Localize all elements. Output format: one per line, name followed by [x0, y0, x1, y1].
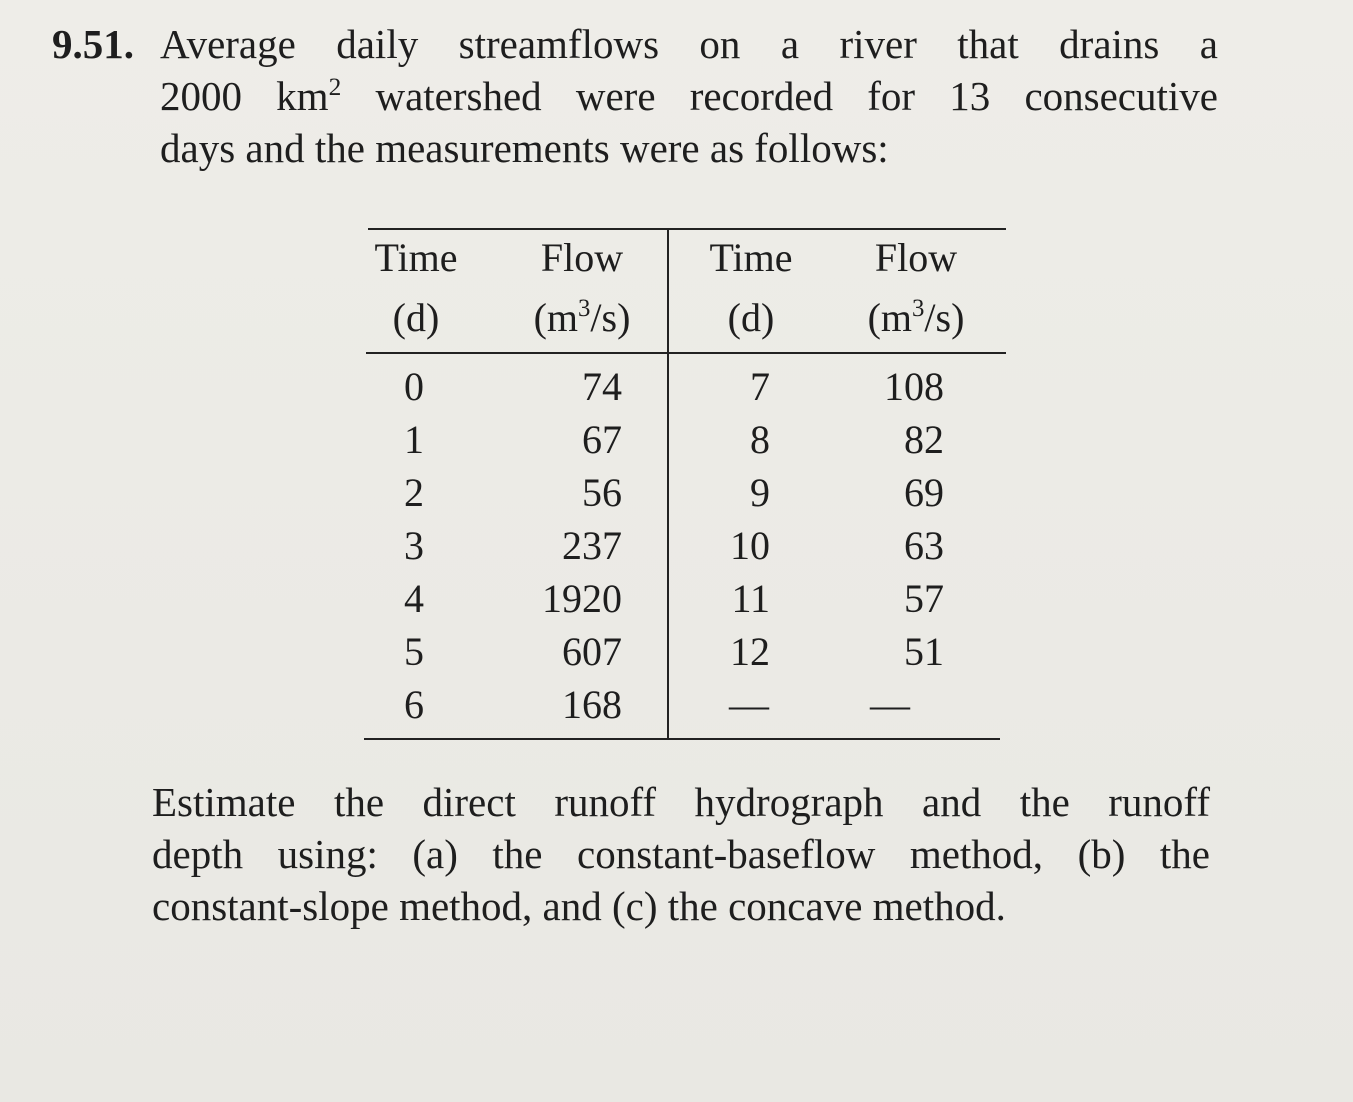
table-cell-r6-c2: —: [729, 682, 769, 727]
table-bottom-rule: [364, 738, 1000, 740]
table-cell-r3-c1: 237: [562, 523, 622, 568]
intro-line-2-rest: watershed were recorded for 13 consecutive: [375, 73, 1218, 119]
flow-unit-1-exponent: 3: [578, 295, 591, 323]
header-flow-2-unit: [848, 288, 984, 348]
table-cell-r6-c0: 6: [404, 682, 424, 727]
intro-line-3: days and the measurements were as follows:: [160, 125, 889, 171]
header-time-2: Time: [709, 235, 793, 280]
intro-area-exponent: 2: [328, 72, 342, 101]
flow-unit-1-post: /s): [590, 295, 631, 340]
flow-unit-2-post: /s): [924, 295, 965, 340]
flow-unit-2-exponent: 3: [912, 295, 925, 323]
table-cell-r1-c0: 1: [404, 417, 424, 462]
table-cell-r5-c0: 5: [404, 629, 424, 674]
table-cell-r4-c0: 4: [404, 576, 424, 621]
header-time-1: Time: [374, 235, 458, 280]
table-cell-r0-c3: 108: [884, 364, 944, 409]
table-cell-r0-c0: 0: [404, 364, 424, 409]
question-line-1: Estimate the direct runoff hydrograph and the runoff: [152, 779, 1210, 825]
table-cell-r6-c1: 168: [562, 682, 622, 727]
table-cell-r0-c1: 74: [582, 364, 622, 409]
question-line-2: depth using: (a) the constant-baseflow method, (b) the: [152, 831, 1210, 877]
table-cell-r1-c1: 67: [582, 417, 622, 462]
table-header-rule: [366, 352, 1006, 354]
header-time-2-unit: (d): [727, 295, 775, 340]
header-time-1-unit: (d): [392, 295, 440, 340]
question-line-3: constant-slope method, and (c) the concave method.: [152, 883, 1006, 929]
table-cell-r0-c2: 7: [750, 364, 770, 409]
header-flow-2: Flow: [874, 235, 958, 280]
flow-unit-2-pre: (m: [867, 295, 913, 340]
intro-line-2: [160, 70, 1218, 122]
table-cell-r5-c1: 607: [562, 629, 622, 674]
problem-intro: [160, 18, 1218, 174]
intro-area: 2000 km: [160, 73, 329, 119]
table-cell-r3-c0: 3: [404, 523, 424, 568]
table-cell-r3-c3: 63: [904, 523, 944, 568]
table-cell-r3-c2: 10: [730, 523, 770, 568]
table-cell-r1-c3: 82: [904, 417, 944, 462]
table-cell-r4-c3: 57: [904, 576, 944, 621]
header-flow-1-unit: [514, 288, 650, 348]
table-column-divider: [667, 228, 669, 738]
table-cell-r1-c2: 8: [750, 417, 770, 462]
table-cell-r5-c3: 51: [904, 629, 944, 674]
table-cell-r5-c2: 12: [730, 629, 770, 674]
table-cell-r2-c1: 56: [582, 470, 622, 515]
flow-unit-1-pre: (m: [533, 295, 579, 340]
problem-number: 9.51.: [52, 21, 134, 67]
table-cell-r4-c2: 11: [731, 576, 770, 621]
table-cell-r4-c1: 1920: [542, 576, 622, 621]
problem-question: [152, 776, 1210, 932]
table-cell-r2-c0: 2: [404, 470, 424, 515]
header-flow-1: Flow: [540, 235, 624, 280]
table-cell-r2-c2: 9: [750, 470, 770, 515]
intro-line-1: Average daily streamflows on a river that drains a: [160, 21, 1218, 67]
table-cell-r2-c3: 69: [904, 470, 944, 515]
table-cell-r6-c3: —: [870, 682, 910, 727]
streamflow-table: [364, 228, 1006, 742]
